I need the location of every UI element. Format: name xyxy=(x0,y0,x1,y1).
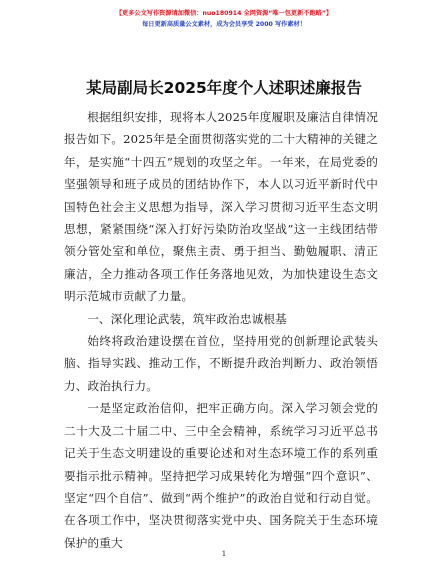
section-1-paragraph-2: 一是坚定政治信仰，把牢正确方向。深入学习领会党的二十大及二十届二中、三中全会精神，系统学习习近平总书记关于生态文明建设的重要论述和对生态环境工作的系列重要指示批示精神。坚持把学习成果转化为增强“四个意识”、坚定“四个自信”、做到“两个维护”的政治自觉和行动自觉。在各项工作中，坚决贯彻落实党中央、国务院关于生态环境保护的重大 xyxy=(64,401,378,550)
document-body xyxy=(64,106,378,554)
promo-banner xyxy=(0,8,448,30)
banner-line-membership: 每日更新高质量公文素材，成为会员享受 2000 写作素材！ xyxy=(142,21,306,28)
page-number: 1 xyxy=(221,549,227,558)
section-1-paragraph-1: 始终将政治建设摆在首位，坚持用党的创新理论武装头脑、指导实践、推动工作，不断提升政治判断力、政治领悟力、政治执行力。 xyxy=(64,334,378,393)
section-heading-1: 一、深化理论武装，筑牢政治忠诚根基 xyxy=(87,311,287,326)
document-title: 某局副局长2025年度个人述职述廉报告 xyxy=(86,79,362,97)
banner-line-wechat: 【更多公文写作资源请加微信：nuo180914 全网资源“唯一包更新不跑路”】 xyxy=(115,10,333,17)
intro-paragraph: 根据组织安排，现将本人2025年度履职及廉洁自律情况报告如下。2025年是全面贯彻落实党的二十大精神的关键之年，是实施“十四五”规划的攻坚之年。一年来，在局党委的坚强领导和班子成员的团结协作下，本人以习近平新时代中国特色社会主义思想为指导，深入学习贯彻习近平生态文明思想，紧紧围绕“深入打好污染防治攻坚战”这一主线团结带领分管处室和单位，聚焦主责、勇于担当、勤勉履职、清正廉洁，全力推动各项工作任务落地见效，为加快建设生态文明示范城市贡献了力量。 xyxy=(64,110,378,304)
